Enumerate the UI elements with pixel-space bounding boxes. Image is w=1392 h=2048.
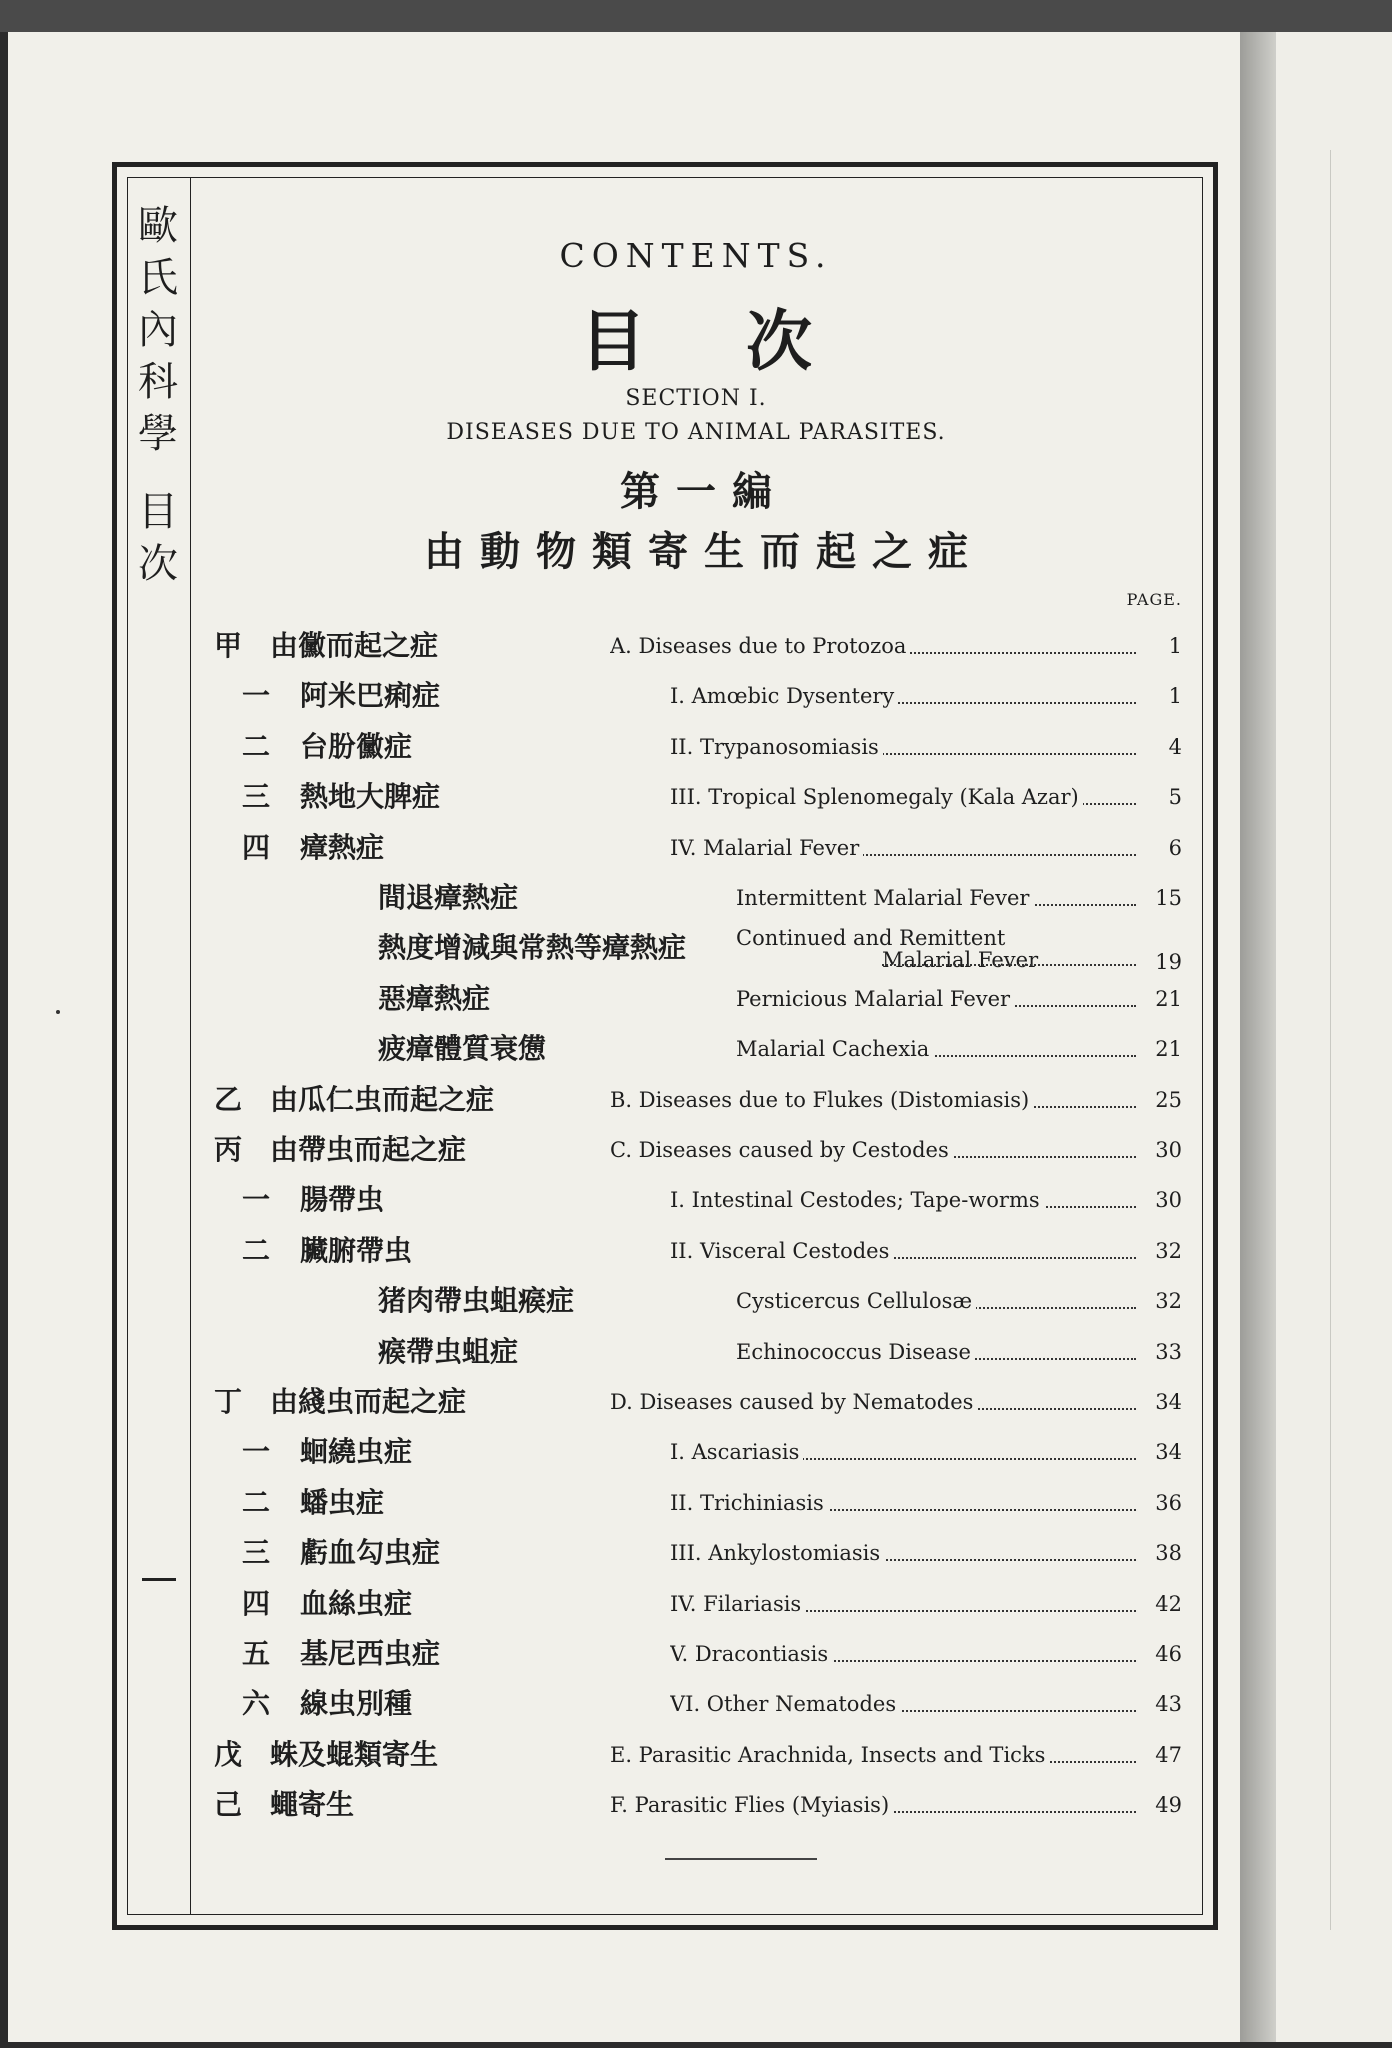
toc-entry-zh-title: 由綫虫而起之症 [270,1385,467,1418]
toc-entry-zh-title: 阿米巴痢症 [300,679,441,713]
toc-entry-en-title: I. Ascariasis [670,1440,803,1464]
toc-entry [190,1581,1202,1627]
toc-entry-en-title: E. Parasitic Arachnida, Insects and Ticks [610,1743,1049,1767]
toc-entry [190,1379,1202,1425]
toc-entry-zh-title: 蛛及蜫類寄生 [270,1737,439,1771]
toc-entry-page-number: 25 [1155,1087,1182,1112]
toc-entry-zh-number: 丙 [214,1133,243,1166]
running-head-char: 歐 [138,203,178,249]
toc-entry-en-title-cont: Malarial Fever [882,948,1039,973]
toc-entry-en-title: Malarial Cachexia [736,1037,933,1061]
toc-entry-zh-number: 二 [242,1233,271,1267]
toc-entry-en-title: II. Trichiniasis [670,1491,828,1515]
toc-entry [190,875,1202,921]
toc-entry-page-number: 5 [1168,785,1182,810]
toc-entry-en-title: V. Dracontiasis [670,1642,832,1666]
toc-entry-page-number: 4 [1168,734,1182,759]
toc-entry-en-title: IV. Filariasis [670,1592,805,1616]
toc-entry [190,976,1202,1022]
toc-entry-zh-title: 猪肉帶虫蛆瘊症 [378,1284,575,1318]
toc-entry-zh-title: 由瓜仁虫而起之症 [270,1082,495,1116]
toc-entry-en-title: Intermittent Malarial Fever [736,886,1033,910]
toc-entry-zh-title: 虧血勾虫症 [300,1536,441,1570]
toc-entry-page-number: 6 [1168,835,1182,860]
toc-entry-page-number: 34 [1155,1440,1182,1465]
toc-entry-page-number: 47 [1155,1742,1182,1767]
toc-entry-zh-number: 三 [242,1536,271,1570]
toc-entry-zh-title: 熱地大脾症 [300,780,441,814]
toc-entry-page-number: 46 [1155,1642,1182,1666]
toc-entry-zh-number: 四 [242,830,271,864]
toc-entry-en-title: I. Amœbic Dysentery [670,684,898,708]
toc-entry [190,1429,1202,1475]
toc-entry-zh-title: 瘊帶虫蛆症 [378,1334,519,1368]
toc-entry [190,1782,1202,1828]
toc-entry-page-number: 43 [1155,1692,1182,1717]
toc-entry-zh-title: 由帶虫而起之症 [270,1133,467,1166]
toc-entry-zh-number: 己 [214,1788,243,1822]
toc-entry-zh-title: 腸帶虫 [300,1183,385,1217]
toc-entry-zh-number: 丁 [214,1385,243,1418]
toc-entry-page-number: 30 [1155,1188,1182,1213]
toc-entry-page-number: 32 [1155,1289,1182,1314]
toc-entry-zh-title: 瘴熱症 [300,830,385,864]
running-head-char: 氏 [138,255,178,301]
toc-entry-zh-number: 四 [242,1586,271,1620]
toc-entry [190,673,1202,719]
toc-entry [190,925,1202,975]
scan-speck [56,1010,60,1014]
toc-entry-page-number: 38 [1155,1541,1182,1566]
toc-entry-zh-number: 一 [242,1183,271,1217]
toc-entry-page-number: 15 [1155,886,1182,910]
toc-entry [190,1177,1202,1223]
toc-entry-page-number: 1 [1168,684,1182,709]
toc-entry-en-title: A. Diseases due to Protozoa [610,634,910,658]
running-head-char: 學 [138,411,178,457]
book-gutter [1240,32,1276,2042]
toc-entry-zh-title: 疲瘴體質衰憊 [378,1032,547,1066]
end-rule [665,1858,817,1860]
toc-entry-page-number: 30 [1155,1138,1182,1162]
toc-entry-zh-number: 戊 [214,1737,243,1771]
toc-entry-zh-title: 熱度增減與常熱等瘴熱症 [378,931,687,965]
toc-entry-zh-title: 臟腑帶虫 [300,1233,413,1267]
page-frame [112,162,1218,1930]
toc-entry-zh-title: 蟠虫症 [300,1485,385,1519]
toc-entry-en-title: Echinococcus Disease [736,1340,975,1364]
toc-entry-page-number: 42 [1155,1591,1182,1616]
toc-entry-en-title: I. Intestinal Cestodes; Tape-worms [670,1188,1044,1212]
running-head-char: 科 [138,359,178,405]
toc-entry [190,623,1202,669]
toc-entry-en-title: Continued and Remittent [736,926,1006,951]
toc-entry-zh-title: 惡瘴熱症 [378,981,491,1015]
toc-entry-zh-number: 甲 [214,629,243,662]
contents-heading-zh: 目次 [580,302,912,380]
facing-page-rule [1330,150,1331,1930]
toc-entry [190,1077,1202,1123]
toc-entry-zh-number: 二 [242,729,271,763]
section-subtitle-zh: 由動物類寄生而起之症 [424,528,984,575]
toc-entry-zh-number: 一 [242,679,271,713]
toc-entry-zh-title: 基尼西虫症 [300,1637,441,1670]
toc-entry-page-number: 21 [1155,1037,1182,1062]
toc-entry-page-number: 36 [1155,1490,1182,1515]
toc-entry-zh-number: 一 [242,1435,271,1469]
toc-entry [190,1026,1202,1072]
toc-entry [190,724,1202,770]
page-column-header: PAGE. [1126,590,1182,609]
toc-entry-zh-title: 台朌黴症 [300,729,413,763]
toc-entry-page-number: 19 [1155,950,1182,975]
toc-entry-zh-number: 二 [242,1485,271,1519]
toc-entry-en-title: II. Visceral Cestodes [670,1239,893,1263]
running-head [128,178,191,1914]
toc-entry-en-title: F. Parasitic Flies (Myiasis) [610,1793,893,1817]
toc-entry-en-title: D. Diseases caused by Nematodes [610,1390,977,1414]
dot-leader [882,964,1136,966]
toc-entry [190,1127,1202,1173]
toc-entry-page-number: 21 [1155,986,1182,1011]
toc-entry-page-number: 49 [1155,1793,1182,1818]
toc-entry-zh-title: 血絲虫症 [300,1586,413,1620]
toc-entry-zh-title: 蛔繞虫症 [300,1435,413,1469]
toc-entry-zh-title: 蠅寄生 [270,1788,355,1822]
running-head-char: 目 [138,489,178,535]
toc-entry-en-title: III. Ankylostomiasis [670,1541,884,1565]
toc-entry-zh-number: 三 [242,780,271,814]
toc-entry [190,774,1202,820]
toc-entry-zh-title: 間退瘴熱症 [378,881,519,914]
folio-mark [142,1578,176,1581]
toc-entry-en-title: Pernicious Malarial Fever [736,987,1014,1011]
toc-entry-zh-number: 六 [242,1687,271,1721]
toc-entry-page-number: 34 [1155,1390,1182,1414]
toc-entry-page-number: 33 [1155,1339,1182,1364]
toc-entry [190,1681,1202,1727]
running-head-char: 次 [138,541,178,587]
running-head-char: 內 [138,307,178,353]
toc-entry-page-number: 32 [1155,1238,1182,1263]
toc-entry [190,1278,1202,1324]
toc-entry [190,1530,1202,1576]
toc-entry [190,1732,1202,1778]
toc-entry-en-title: II. Trypanosomiasis [670,735,883,759]
running-head-text [136,200,180,590]
toc-entry-en-title: C. Diseases caused by Cestodes [610,1138,953,1162]
contents-heading: CONTENTS. [559,236,833,275]
section-label-zh: 第一編 [620,468,788,515]
contents-area [190,178,1202,1914]
toc-entry-en-title: B. Diseases due to Flukes (Distomiasis) [610,1088,1033,1112]
page-frame-inner [127,177,1203,1915]
toc-entry-en-title: III. Tropical Splenomegaly (Kala Azar) [670,785,1083,809]
toc-entry-zh-number: 五 [242,1637,271,1670]
toc-entry-page-number: 1 [1168,634,1182,658]
toc-entry-zh-title: 線虫別種 [300,1687,413,1721]
toc-entry [190,825,1202,871]
toc-entry [190,1631,1202,1677]
scan-top-band [0,0,1392,32]
toc-entry [190,1228,1202,1274]
toc-entry-en-title: IV. Malarial Fever [670,836,863,860]
section-subtitle: DISEASES DUE TO ANIMAL PARASITES. [446,420,946,445]
toc-entry-zh-number: 乙 [214,1082,243,1116]
section-label: SECTION I. [625,386,767,411]
toc-entry-en-title: VI. Other Nematodes [670,1692,900,1716]
toc-entry [190,1480,1202,1526]
facing-page-edge [1276,32,1392,2042]
toc-entry-zh-title: 由黴而起之症 [270,629,439,662]
toc-entry [190,1329,1202,1375]
toc-entry-en-title: Cysticercus Cellulosæ [736,1289,976,1313]
